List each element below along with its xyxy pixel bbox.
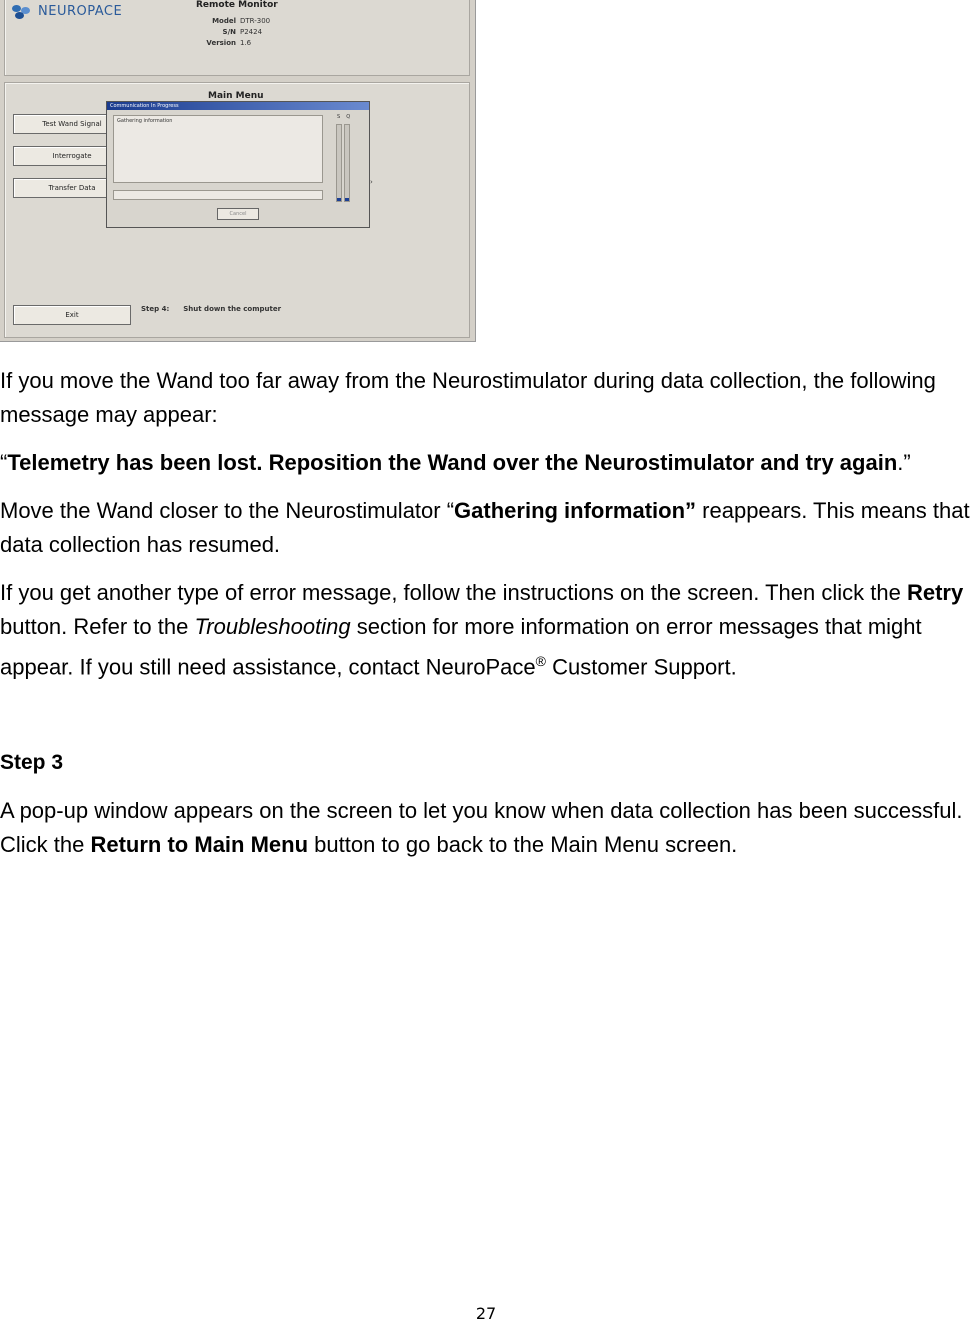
step4-instruction: Step 4: Shut down the computer (141, 305, 282, 313)
chevron-right-icon: › (370, 178, 373, 186)
signal-meter-q (344, 124, 350, 202)
paragraph-error-message: If you get another type of error message, follow the instructions on the screen. Then click the Retry button. Refer to the Troubleshooting section for more information on error messages that might appear. If you still need assistance, contact NeuroPace® Customer Support. (0, 580, 964, 680)
dialog-cancel-button[interactable]: Cancel (217, 208, 259, 220)
signal-meter-labels: S Q (337, 114, 351, 120)
exit-button[interactable]: Exit (13, 305, 131, 325)
remote-monitor-title: Remote Monitor (196, 0, 278, 10)
paragraph-popup-window: A pop-up window appears on the screen to let you know when data collection has been successful. Click the Return to Main Menu button to go back to the Main Menu screen. (0, 798, 963, 858)
info-row-model: Model DTR-300 (212, 17, 271, 25)
body-text (0, 364, 972, 862)
info-row-version: Version 1.6 (206, 39, 252, 47)
info-row-sn: S/N P2424 (222, 28, 263, 36)
device-info (196, 16, 270, 49)
main-menu-title: Main Menu (208, 91, 264, 101)
neuropace-logo-icon (12, 5, 32, 19)
page-number: 27 (475, 1304, 497, 1323)
step-3-heading: Step 3 (0, 751, 64, 775)
logo-text: NEUROPACE (38, 4, 123, 19)
communication-dialog (106, 101, 370, 228)
dialog-title-bar: Communication In Progress (107, 102, 369, 110)
transfer-data-button[interactable]: Transfer Data (13, 178, 131, 198)
paragraph-move-wand: Move the Wand closer to the Neurostimulator “Gathering information” reappears. This means that data collection has resumed. (0, 498, 970, 557)
dialog-progress-bar (113, 190, 323, 200)
neuropace-logo (12, 4, 122, 19)
interrogate-button[interactable]: Interrogate (13, 146, 131, 166)
signal-meter-s (336, 124, 342, 202)
remote-monitor-screenshot (0, 0, 476, 342)
paragraph-wand-distance: If you move the Wand too far away from the Neurostimulator during data collection, the following message may appear: (0, 368, 936, 427)
paragraph-telemetry-quote: “Telemetry has been lost. Reposition the Wand over the Neurostimulator and try again.” (0, 450, 911, 475)
test-wand-signal-button[interactable]: Test Wand Signal (13, 114, 131, 134)
dialog-message-box: Gathering information (113, 115, 323, 183)
